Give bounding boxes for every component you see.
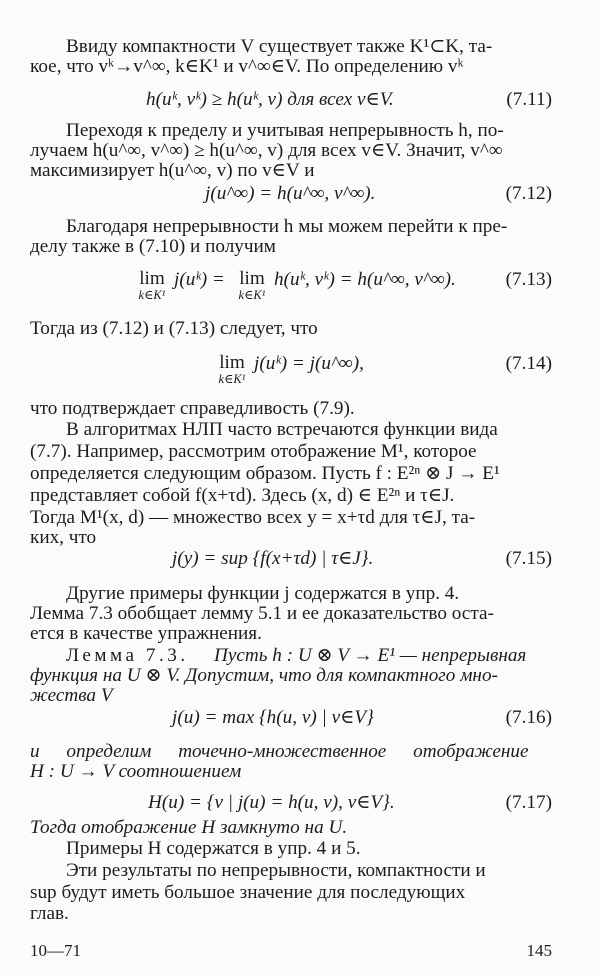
text-line: H : U → V соотношением — [30, 761, 242, 782]
text-line: ких, что — [30, 527, 97, 548]
limit-operator: lim k∈K¹ — [218, 352, 246, 386]
text-line: глав. — [30, 903, 69, 924]
text-line: Примеры H содержатся в упр. 4 и 5. — [66, 838, 361, 859]
equation-7-13-part: h(uᵏ, vᵏ) = h(u^∞, v^∞). — [274, 269, 456, 290]
text-line: Ввиду компактности V существует также K¹⊂K, та- — [66, 36, 493, 57]
text-line: и определим точечно-множественное отображение — [30, 741, 529, 762]
equation-number: (7.17) — [505, 792, 552, 813]
text-line: Тогда M¹(x, d) — множество всех y = x+τd для τ∈J, та- — [30, 507, 476, 528]
equation-number: (7.12) — [505, 183, 552, 204]
equation-number: (7.15) — [505, 548, 552, 569]
text-line: Благодаря непрерывности h мы можем перейти к пре- — [66, 216, 508, 237]
text-line: Тогда из (7.12) и (7.13) следует, что — [30, 318, 318, 339]
text-line: Другие примеры функции j содержатся в упр. 4. — [66, 583, 460, 604]
text-line: ется в качестве упражнения. — [30, 623, 262, 644]
text-line: делу также в (7.10) и получим — [30, 236, 276, 257]
text-line: (7.7). Например, рассмотрим отображение M¹, которое — [30, 441, 477, 462]
lemma-label: Лемма 7.3. — [66, 645, 189, 666]
text-line: определяется следующим образом. Пусть f : E²ⁿ ⊗ J → E¹ — [30, 463, 500, 484]
page-number: 145 — [526, 941, 552, 960]
printer-signature: 10—71 — [30, 941, 81, 960]
text-line: лучаем h(u^∞, v^∞) ≥ h(u^∞, v) для всех v∈V. Значит, v^∞ — [30, 140, 503, 161]
equation-7-14: j(uᵏ) = j(u^∞), — [254, 353, 364, 374]
text-line: максимизирует h(u^∞, v) по v∈V и — [30, 160, 315, 181]
text-line: жества V — [30, 685, 113, 706]
equation-number: (7.16) — [505, 707, 552, 728]
text-line: В алгоритмах НЛП часто встречаются функции вида — [66, 419, 498, 440]
text-line: что подтверждает справедливость (7.9). — [30, 398, 355, 419]
text-line: Пусть h : U ⊗ V → E¹ — непрерывная — [214, 645, 527, 666]
text-line: Тогда отображение H замкнуто на U. — [30, 817, 348, 838]
equation-7-15: j(y) = sup {f(x+τd) | τ∈J}. — [172, 548, 374, 569]
equation-number: (7.11) — [506, 89, 552, 110]
limit-operator: lim k∈K¹ — [238, 268, 266, 302]
text-line: sup будут иметь большое значение для последующих — [30, 882, 466, 903]
equation-number: (7.14) — [505, 353, 552, 374]
equation-7-17: H(u) = {v | j(u) = h(u, v), v∈V}. — [148, 792, 395, 813]
equation-7-11: h(uᵏ, vᵏ) ≥ h(uᵏ, v) для всех v∈V. — [146, 89, 394, 110]
equation-7-16: j(u) = max {h(u, v) | v∈V} — [172, 707, 374, 728]
equation-number: (7.13) — [505, 269, 552, 290]
equation-7-12: j(u^∞) = h(u^∞, v^∞). — [205, 183, 376, 204]
text-line: функция на U ⊗ V. Допустим, что для компактного мно- — [30, 665, 498, 686]
text-line: кое, что vᵏ→v^∞, k∈K¹ и v^∞∈V. По определению vᵏ — [30, 56, 464, 77]
text-line: Лемма 7.3 обобщает лемму 5.1 и ее доказательство оста- — [30, 603, 494, 624]
limit-operator: lim k∈K¹ — [138, 268, 166, 302]
equation-7-13-part: j(uᵏ) = — [174, 269, 225, 290]
text-line: представляет собой f(x+τd). Здесь (x, d) ∈ E²ⁿ и τ∈J. — [30, 485, 455, 506]
text-line: Переходя к пределу и учитывая непрерывность h, по- — [66, 120, 504, 141]
text-line: Эти результаты по непрерывности, компактности и — [66, 860, 486, 881]
